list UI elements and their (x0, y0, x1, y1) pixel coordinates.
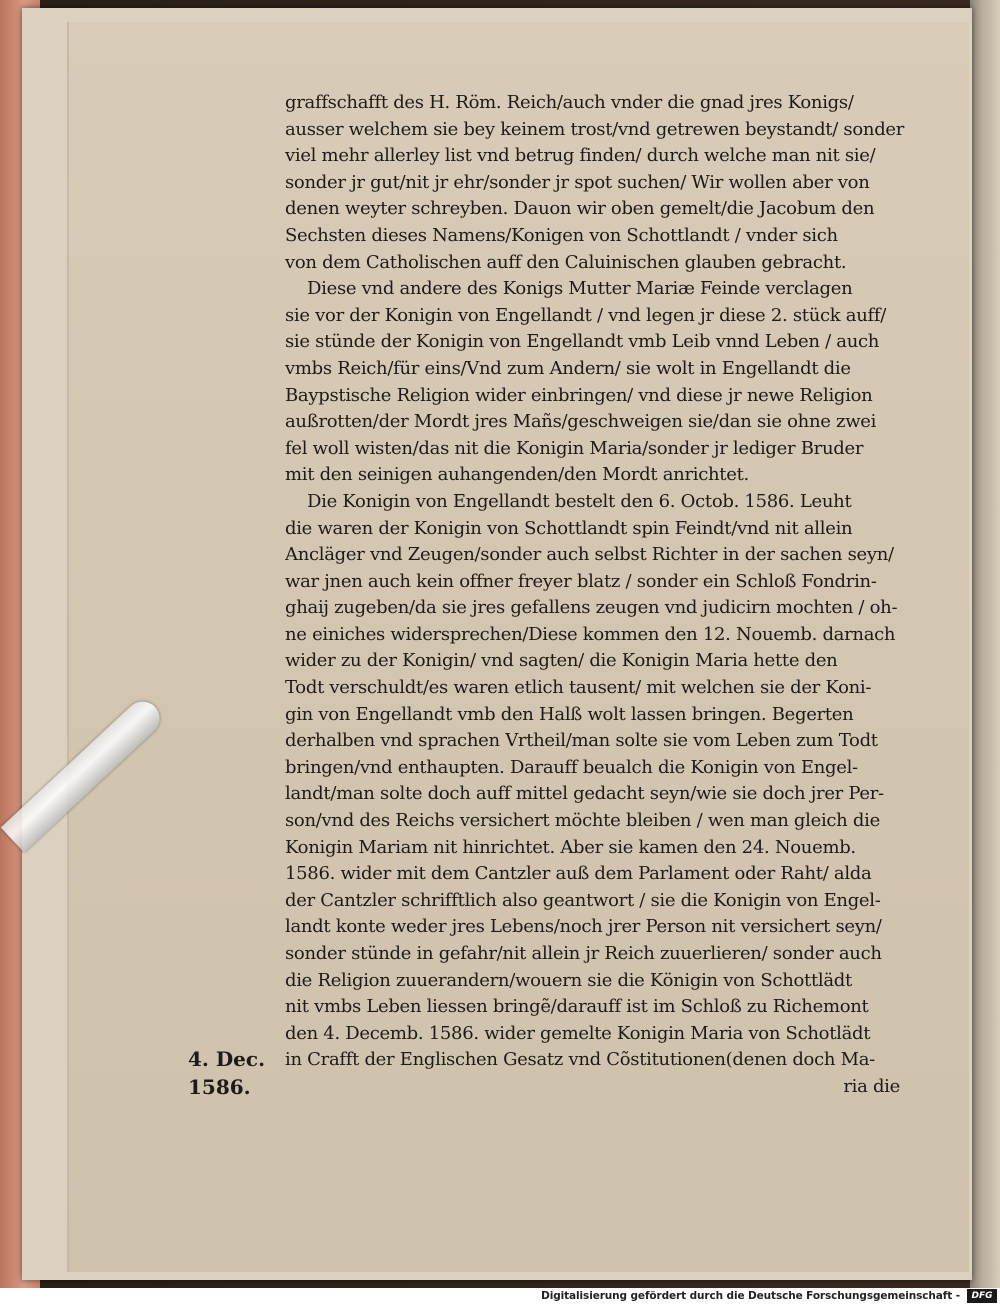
text-line: ghaij zugeben/da sie jres gefallens zeugen vnd judicirn mochten / oh- (285, 597, 898, 619)
text-line: die waren der Konigin von Schottlandt spin Feindt/vnd nit allein (285, 517, 853, 539)
text-line: die Religion zuuerandern/wouern sie die Königin von Schottlädt (285, 969, 852, 991)
text-line: mit den seinigen auhangenden/den Mordt anrichtet. (285, 464, 749, 486)
margin-note-line: 1586. (188, 1075, 251, 1099)
text-line: Diese vnd andere des Konigs Mutter Mariæ Feinde verclagen (307, 278, 853, 300)
text-line: Konigin Mariam nit hinrichtet. Aber sie kamen den 24. Nouemb. (285, 836, 856, 858)
text-line: außrotten/der Mordt jres Mañs/geschweigen sie/dan sie ohne zwei (285, 411, 877, 433)
text-line: in Crafft der Englischen Gesatz vnd Cõstitutionen(denen doch Ma- (285, 1049, 875, 1071)
text-line: landt konte weder jres Lebens/noch jrer Person nit versichert seyn/ (285, 916, 882, 938)
text-line: bringen/vnd enthaupten. Darauff beualch die Konigin von Engel- (285, 756, 858, 778)
text-line: nit vmbs Leben liessen bringẽ/darauff ist im Schloß zu Richemont (285, 996, 869, 1018)
text-line: denen weyter schreyben. Dauon wir oben gemelt/die Jacobum den (285, 198, 875, 220)
page-text (285, 90, 910, 1101)
dfg-logo: DFG (967, 1289, 997, 1303)
text-line: Die Konigin von Engellandt bestelt den 6. Octob. 1586. Leuht (307, 490, 852, 512)
text-line: son/vnd des Reichs versichert möchte bleiben / wen man gleich die (285, 810, 880, 832)
text-line: sonder jr gut/nit jr ehr/sonder jr spot suchen/ Wir wollen aber von (285, 171, 870, 193)
text-line: fel woll wisten/das nit die Konigin Maria/sonder jr lediger Bruder (285, 437, 864, 459)
text-line: Ancläger vnd Zeugen/sonder auch selbst Richter in der sachen seyn/ (285, 544, 894, 566)
text-line: graffschafft des H. Röm. Reich/auch vnder die gnad jres Konigs/ (285, 92, 854, 113)
margin-note-date (188, 1045, 265, 1101)
text-line: Baypstische Religion wider einbringen/ vnd diese jr newe Religion (285, 384, 873, 406)
text-line: landt/man solte doch auff mittel gedacht seyn/wie sie doch jrer Per- (285, 783, 884, 805)
text-line: von dem Catholischen auff den Caluinischen glauben gebracht. (285, 251, 847, 273)
footer-bar (0, 1288, 1000, 1305)
text-line: der Cantzler schrifftlich also geantwort / sie die Konigin von Engel- (285, 889, 881, 911)
text-line: wider zu der Konigin/ vnd sagten/ die Konigin Maria hette den (285, 650, 838, 672)
text-line: war jnen auch kein offner freyer blatz / sonder ein Schloß Fondrin- (285, 570, 877, 592)
text-line: viel mehr allerley list vnd betrug finden/ durch welche man nit sie/ (285, 145, 876, 167)
text-line: Todt verschuldt/es waren etlich tausent/ mit welchen sie der Koni- (285, 677, 872, 699)
text-line: vmbs Reich/für eins/Vnd zum Andern/ sie wolt in Engellandt die (285, 357, 851, 379)
margin-note-line: 4. Dec. (188, 1047, 266, 1071)
text-line: ausser welchem sie bey keinem trost/vnd getrewen beystandt/ sonder (285, 118, 905, 140)
adjacent-page-edge (970, 0, 1000, 1288)
text-line: gin von Engellandt vmb den Halß wolt lassen bringen. Begerten (285, 703, 854, 725)
text-line: Sechsten dieses Namens/Konigen von Schottlandt / vnder sich (285, 224, 838, 246)
text-line: ne einiches widersprechen/Diese kommen den 12. Nouemb. darnach (285, 623, 896, 645)
funding-credit: Digitalisierung gefördert durch die Deutsche Forschungsgemeinschaft - (541, 1290, 960, 1302)
text-line: 1586. wider mit dem Cantzler auß dem Parlament oder Raht/ alda (285, 863, 872, 885)
text-line: den 4. Decemb. 1586. wider gemelte Konigin Maria von Schotlädt (285, 1022, 871, 1044)
catchword: ria die (843, 1075, 900, 1097)
text-line: sie vor der Konigin von Engellandt / vnd legen jr diese 2. stück auff/ (285, 304, 887, 326)
text-line: sonder stünde in gefahr/nit allein jr Reich zuuerlieren/ sonder auch (285, 943, 882, 964)
text-line: sie stünde der Konigin von Engellandt vmb Leib vnnd Leben / auch (285, 331, 880, 353)
text-line: derhalben vnd sprachen Vrtheil/man solte sie vom Leben zum Todt (285, 730, 878, 752)
